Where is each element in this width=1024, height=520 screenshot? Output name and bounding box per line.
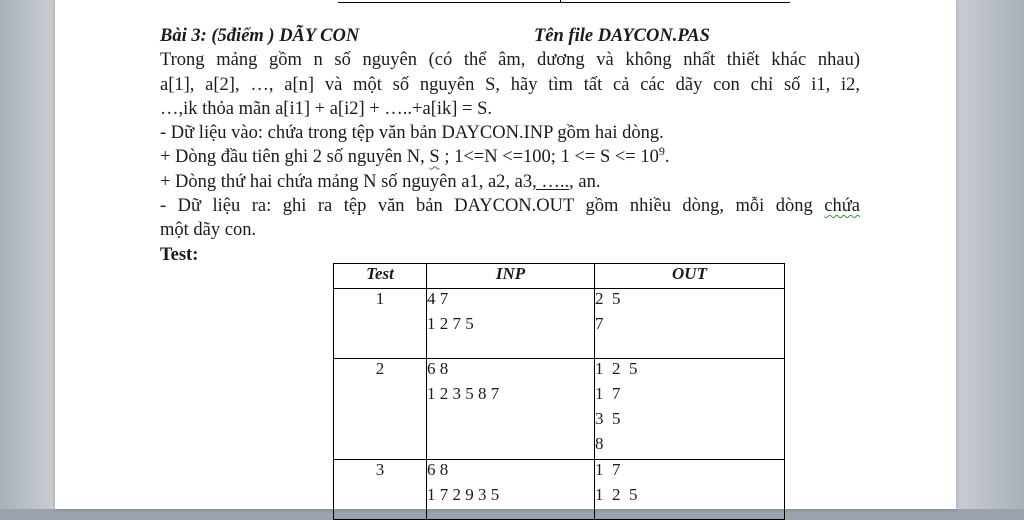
out-cell (595, 289, 785, 359)
previous-table-border (338, 0, 790, 3)
output-description-continued: một dãy con. (160, 220, 257, 241)
paragraph-line-1: Trong mảng gồm n số nguyên (có thể âm, dương và không nhất thiết khác nhau) (160, 50, 860, 71)
test-table (333, 263, 785, 520)
document-page (55, 0, 956, 509)
input-description: - Dữ liệu vào: chứa trong tệp văn bản DAYCON.INP gồm hai dòng. (160, 123, 664, 144)
input-line-2-description: + Dòng thứ hai chứa mảng N số nguyên a1, a2, a3, ….., an. (160, 171, 601, 192)
out-cell (595, 359, 785, 460)
window-background-left (0, 0, 55, 509)
test-number-cell: 3 (334, 460, 427, 520)
header-test: Test (334, 264, 427, 289)
inp-line: 1 2 7 5 (427, 314, 474, 333)
out-line: 1 7 (595, 384, 621, 403)
input-line-1-description: + Dòng đầu tiên ghi 2 số nguyên N, S ; 1<=N <=100; $1 <= S <= 10^9$. (160, 144, 670, 168)
problem-statement (160, 24, 860, 267)
header-out: OUT (595, 264, 785, 289)
output-description: - Dữ liệu ra: ghi ra tệp văn bản DAYCON.OUT gồm nhiều dòng, mỗi dòng chứa (160, 196, 860, 217)
out-line: 2 5 (595, 289, 621, 308)
inp-line: 4 7 (427, 289, 449, 308)
out-line: 1 7 (595, 460, 621, 479)
test-label: Test: (160, 244, 199, 265)
table-row (334, 289, 785, 359)
inp-line: 6 8 (427, 460, 449, 479)
out-line: 3 5 (595, 409, 621, 428)
header-inp: INP (427, 264, 595, 289)
out-cell (595, 460, 785, 520)
table-row (334, 359, 785, 460)
table-row (334, 460, 785, 520)
inp-cell (427, 289, 595, 359)
problem-title (160, 24, 860, 48)
inp-cell (427, 460, 595, 520)
problem-file-name: Tên file DAYCON.PAS (534, 26, 710, 46)
paragraph-line-3: …,ik thỏa mãn a[i1] + a[i2] + …..+a[ik] = S. (160, 98, 493, 119)
test-number-cell: 1 (334, 289, 427, 359)
problem-title-left: Bài 3: (5điểm ) DÃY CON (160, 26, 360, 46)
test-number-cell: 2 (334, 359, 427, 460)
paragraph-line-2: a[1], a[2], …, a[n] và một số nguyên S, hãy tìm tất cả các dãy con chỉ số i1, i2, (160, 74, 860, 95)
inp-line: 1 2 3 5 8 7 (427, 384, 500, 403)
inp-line: 1 7 2 9 3 5 (427, 485, 500, 504)
out-line: 8 (595, 434, 604, 453)
inp-cell (427, 359, 595, 460)
table-header-row (334, 264, 785, 289)
out-line: 7 (595, 314, 604, 333)
inp-line: 6 8 (427, 359, 449, 378)
window-background-right (956, 0, 1024, 509)
out-line: 1 2 5 (595, 359, 638, 378)
out-line: 1 2 5 (595, 485, 638, 504)
